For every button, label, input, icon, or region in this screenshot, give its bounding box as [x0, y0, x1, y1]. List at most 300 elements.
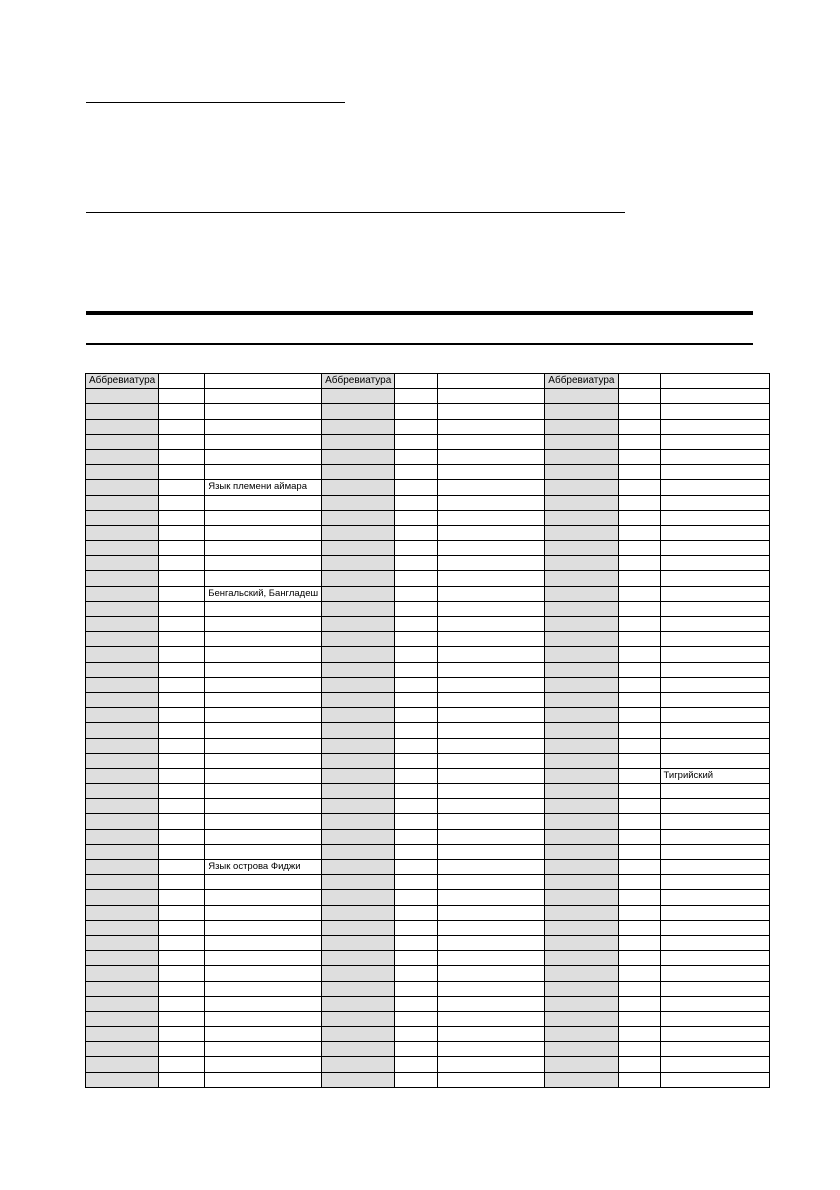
abbreviation-cell: [545, 632, 618, 647]
table-row: [86, 692, 770, 707]
table-row: [86, 966, 770, 981]
code-cell: [395, 434, 438, 449]
code-cell: [159, 541, 205, 556]
code-cell: [159, 814, 205, 829]
language-cell: [205, 541, 322, 556]
language-cell: [660, 890, 769, 905]
language-cell: [205, 1057, 322, 1072]
language-cell: [660, 1011, 769, 1026]
abbreviation-cell: [322, 419, 395, 434]
table-row: [86, 495, 770, 510]
code-cell: [159, 677, 205, 692]
abbreviation-cell: [545, 784, 618, 799]
code-cell: [159, 1027, 205, 1042]
table-row: [86, 708, 770, 723]
language-cell: [438, 935, 545, 950]
code-cell: [159, 935, 205, 950]
code-cell: [395, 586, 438, 601]
language-cell: [660, 510, 769, 525]
abbreviation-cell: [322, 875, 395, 890]
language-cell: [660, 981, 769, 996]
abbreviation-cell: [322, 495, 395, 510]
language-cell: [660, 920, 769, 935]
language-cell: [438, 996, 545, 1011]
abbreviation-cell: [322, 844, 395, 859]
code-cell: [159, 860, 205, 875]
header-abbreviation: Аббревиатура: [322, 374, 395, 389]
abbreviation-cell: [322, 525, 395, 540]
language-cell: [438, 617, 545, 632]
abbreviation-cell: [322, 1042, 395, 1057]
table-row: [86, 768, 770, 783]
table-row: [86, 419, 770, 434]
abbreviation-cell: [545, 935, 618, 950]
abbreviation-cell: [545, 1057, 618, 1072]
abbreviation-cell: [86, 586, 159, 601]
language-cell: [438, 586, 545, 601]
abbreviation-cell: [545, 389, 618, 404]
code-cell: [395, 966, 438, 981]
abbreviation-cell: [322, 541, 395, 556]
code-cell: [395, 419, 438, 434]
table-row: [86, 1072, 770, 1087]
header-abbreviation: Аббревиатура: [545, 374, 618, 389]
abbreviation-cell: [322, 951, 395, 966]
language-cell: [660, 525, 769, 540]
abbreviation-cell: [322, 556, 395, 571]
language-cell: [660, 692, 769, 707]
code-cell: [395, 556, 438, 571]
code-cell: [395, 1057, 438, 1072]
language-cell: Бенгальский, Бангладеш: [205, 586, 322, 601]
abbreviation-cell: [545, 556, 618, 571]
code-cell: [159, 465, 205, 480]
language-cell: [205, 662, 322, 677]
code-cell: [159, 586, 205, 601]
abbreviation-cell: [86, 647, 159, 662]
language-cell: [660, 1057, 769, 1072]
abbreviation-cell: [86, 814, 159, 829]
abbreviation-cell: [322, 753, 395, 768]
abbreviation-cell: [545, 480, 618, 495]
language-cell: [660, 586, 769, 601]
code-cell: [395, 389, 438, 404]
abbreviation-cell: [322, 510, 395, 525]
language-cell: [438, 844, 545, 859]
abbreviation-cell: [86, 617, 159, 632]
language-cell: [660, 799, 769, 814]
table-row: [86, 556, 770, 571]
abbreviation-cell: [545, 419, 618, 434]
code-cell: [618, 601, 660, 616]
language-cell: [205, 784, 322, 799]
code-cell: [395, 829, 438, 844]
code-cell: [618, 571, 660, 586]
code-cell: [395, 996, 438, 1011]
abbreviation-cell: [545, 1027, 618, 1042]
abbreviation-cell: [545, 829, 618, 844]
code-cell: [618, 662, 660, 677]
table-row: [86, 586, 770, 601]
language-cell: [205, 525, 322, 540]
language-cell: [438, 951, 545, 966]
table-row: [86, 890, 770, 905]
language-cell: [438, 1057, 545, 1072]
table-row: [86, 738, 770, 753]
abbreviation-cell: [86, 480, 159, 495]
language-cell: [660, 677, 769, 692]
table-row: [86, 723, 770, 738]
table-row: [86, 647, 770, 662]
language-cell: [205, 389, 322, 404]
language-cell: [205, 404, 322, 419]
header-cell: [660, 374, 769, 389]
abbreviation-cell: [86, 662, 159, 677]
code-cell: [618, 723, 660, 738]
abbreviation-cell: [322, 586, 395, 601]
abbreviation-cell: [545, 601, 618, 616]
code-cell: [159, 662, 205, 677]
abbreviation-cell: [86, 951, 159, 966]
abbreviation-cell: [322, 1011, 395, 1026]
code-cell: [395, 844, 438, 859]
language-cell: [438, 890, 545, 905]
abbreviation-cell: [322, 860, 395, 875]
table-row: [86, 1042, 770, 1057]
abbreviation-cell: [545, 647, 618, 662]
language-cell: [660, 966, 769, 981]
language-cell: [438, 434, 545, 449]
code-cell: [618, 1011, 660, 1026]
table-row: [86, 1011, 770, 1026]
language-cell: [438, 708, 545, 723]
language-cell: [205, 692, 322, 707]
code-cell: [618, 905, 660, 920]
code-cell: [395, 860, 438, 875]
language-cell: [205, 708, 322, 723]
abbreviation-cell: [545, 723, 618, 738]
table-row: [86, 571, 770, 586]
code-cell: [395, 647, 438, 662]
abbreviation-cell: [545, 996, 618, 1011]
language-cell: [205, 768, 322, 783]
abbreviation-cell: [86, 935, 159, 950]
section-rule-thick: [86, 311, 753, 315]
code-cell: [618, 799, 660, 814]
language-cell: [205, 677, 322, 692]
code-cell: [395, 692, 438, 707]
language-cell: [660, 647, 769, 662]
code-cell: [159, 434, 205, 449]
code-cell: [159, 404, 205, 419]
abbreviation-cell: [86, 434, 159, 449]
language-cell: [438, 449, 545, 464]
abbreviation-cell: [322, 465, 395, 480]
code-cell: [618, 465, 660, 480]
table-row: [86, 829, 770, 844]
code-cell: [159, 829, 205, 844]
abbreviation-cell: [545, 708, 618, 723]
abbreviation-cell: [545, 1011, 618, 1026]
language-cell: [438, 510, 545, 525]
language-cell: [660, 404, 769, 419]
table-row: [86, 844, 770, 859]
language-cell: [660, 996, 769, 1011]
code-cell: [159, 480, 205, 495]
code-cell: [159, 571, 205, 586]
table-row: [86, 510, 770, 525]
code-cell: [618, 1042, 660, 1057]
code-cell: [395, 1027, 438, 1042]
abbreviation-cell: [545, 966, 618, 981]
abbreviation-cell: [322, 905, 395, 920]
language-cell: [438, 814, 545, 829]
language-cell: [438, 799, 545, 814]
abbreviation-cell: [322, 768, 395, 783]
code-cell: [395, 541, 438, 556]
code-cell: [618, 525, 660, 540]
code-cell: [618, 632, 660, 647]
code-cell: [618, 829, 660, 844]
abbreviation-cell: [545, 844, 618, 859]
code-cell: [618, 541, 660, 556]
language-cell: [660, 753, 769, 768]
table-row: [86, 389, 770, 404]
language-cell: Язык племени аймара: [205, 480, 322, 495]
abbreviation-cell: [322, 738, 395, 753]
language-cell: [205, 465, 322, 480]
code-cell: [618, 1072, 660, 1087]
abbreviation-cell: [545, 738, 618, 753]
language-cell: [660, 708, 769, 723]
abbreviation-cell: [86, 1011, 159, 1026]
code-cell: [618, 844, 660, 859]
language-cell: [438, 1027, 545, 1042]
header-cell: [205, 374, 322, 389]
abbreviation-cell: [322, 890, 395, 905]
table-row: [86, 662, 770, 677]
language-cell: [438, 480, 545, 495]
code-cell: [618, 753, 660, 768]
code-cell: [395, 723, 438, 738]
abbreviation-cell: [86, 920, 159, 935]
language-cell: [205, 495, 322, 510]
table-row: [86, 465, 770, 480]
code-cell: [159, 981, 205, 996]
code-cell: [618, 617, 660, 632]
language-cell: [438, 525, 545, 540]
code-cell: [159, 617, 205, 632]
abbreviation-cell: [322, 434, 395, 449]
abbreviation-cell: [86, 1057, 159, 1072]
abbreviation-cell: [545, 465, 618, 480]
language-cell: [205, 905, 322, 920]
language-cell: [660, 829, 769, 844]
language-cell: [438, 784, 545, 799]
language-code-table: [85, 373, 770, 1088]
code-cell: [395, 905, 438, 920]
abbreviation-cell: [86, 571, 159, 586]
table-row: [86, 814, 770, 829]
language-cell: [438, 723, 545, 738]
code-cell: [159, 1042, 205, 1057]
table-row: [86, 541, 770, 556]
abbreviation-cell: [545, 692, 618, 707]
language-cell: [205, 1042, 322, 1057]
language-cell: [205, 829, 322, 844]
language-cell: [205, 449, 322, 464]
code-cell: [159, 525, 205, 540]
code-cell: [159, 738, 205, 753]
abbreviation-cell: [86, 753, 159, 768]
language-cell: [660, 1027, 769, 1042]
language-cell: [205, 617, 322, 632]
code-cell: [395, 601, 438, 616]
abbreviation-cell: [322, 662, 395, 677]
abbreviation-cell: [86, 541, 159, 556]
abbreviation-cell: [322, 935, 395, 950]
code-cell: [618, 860, 660, 875]
abbreviation-cell: [545, 662, 618, 677]
code-cell: [618, 814, 660, 829]
abbreviation-cell: [545, 860, 618, 875]
language-cell: [660, 480, 769, 495]
code-cell: [618, 981, 660, 996]
abbreviation-cell: [86, 404, 159, 419]
code-cell: [395, 738, 438, 753]
language-cell: [205, 753, 322, 768]
code-cell: [159, 647, 205, 662]
language-cell: [205, 920, 322, 935]
abbreviation-cell: [545, 875, 618, 890]
language-cell: [438, 601, 545, 616]
language-cell: [205, 419, 322, 434]
language-cell: [660, 951, 769, 966]
code-cell: [618, 875, 660, 890]
abbreviation-cell: [322, 601, 395, 616]
language-cell: [660, 419, 769, 434]
language-cell: [660, 434, 769, 449]
code-cell: [618, 768, 660, 783]
language-cell: [438, 905, 545, 920]
table-row: [86, 1027, 770, 1042]
abbreviation-cell: [545, 905, 618, 920]
abbreviation-cell: [86, 981, 159, 996]
language-cell: [438, 647, 545, 662]
language-cell: [438, 1042, 545, 1057]
code-cell: [395, 799, 438, 814]
code-cell: [395, 753, 438, 768]
abbreviation-cell: [545, 495, 618, 510]
abbreviation-cell: [322, 829, 395, 844]
abbreviation-cell: [545, 449, 618, 464]
abbreviation-cell: [545, 510, 618, 525]
language-cell: [438, 981, 545, 996]
language-cell: [660, 617, 769, 632]
code-cell: [159, 951, 205, 966]
code-cell: [159, 1072, 205, 1087]
abbreviation-cell: [322, 632, 395, 647]
table-row: [86, 677, 770, 692]
code-cell: [395, 1042, 438, 1057]
language-cell: [438, 860, 545, 875]
language-cell: [205, 981, 322, 996]
language-cell: [438, 556, 545, 571]
code-cell: [159, 753, 205, 768]
language-cell: [205, 1072, 322, 1087]
code-cell: [159, 799, 205, 814]
code-cell: [159, 632, 205, 647]
code-cell: [159, 723, 205, 738]
underline-2: [86, 212, 625, 213]
header-cell: [395, 374, 438, 389]
abbreviation-cell: [545, 617, 618, 632]
code-cell: [159, 996, 205, 1011]
table-row: [86, 753, 770, 768]
abbreviation-cell: [86, 723, 159, 738]
code-cell: [395, 951, 438, 966]
table-row: [86, 996, 770, 1011]
abbreviation-cell: [86, 525, 159, 540]
table-row: [86, 905, 770, 920]
abbreviation-cell: [322, 677, 395, 692]
code-cell: [159, 844, 205, 859]
abbreviation-cell: [322, 647, 395, 662]
language-cell: [205, 935, 322, 950]
code-cell: [618, 556, 660, 571]
code-cell: [618, 404, 660, 419]
abbreviation-cell: [322, 799, 395, 814]
abbreviation-cell: [86, 677, 159, 692]
abbreviation-cell: [86, 1042, 159, 1057]
table-row: [86, 632, 770, 647]
language-cell: [438, 875, 545, 890]
language-cell: [660, 935, 769, 950]
language-cell: [660, 784, 769, 799]
abbreviation-cell: [86, 966, 159, 981]
abbreviation-cell: [322, 404, 395, 419]
code-cell: [618, 419, 660, 434]
code-cell: [159, 920, 205, 935]
abbreviation-cell: [86, 510, 159, 525]
abbreviation-cell: [86, 692, 159, 707]
code-cell: [395, 981, 438, 996]
table-row: [86, 981, 770, 996]
code-cell: [618, 966, 660, 981]
language-cell: [205, 890, 322, 905]
language-cell: [660, 449, 769, 464]
abbreviation-cell: [86, 1027, 159, 1042]
language-cell: [438, 419, 545, 434]
table-row: [86, 434, 770, 449]
code-cell: [159, 905, 205, 920]
language-cell: [205, 814, 322, 829]
abbreviation-cell: [86, 860, 159, 875]
section-rule-thin: [86, 343, 753, 345]
abbreviation-cell: [545, 525, 618, 540]
language-cell: [660, 495, 769, 510]
code-cell: [159, 556, 205, 571]
language-cell: [205, 601, 322, 616]
code-cell: [395, 617, 438, 632]
language-cell: [438, 920, 545, 935]
language-cell: [438, 389, 545, 404]
language-cell: [438, 541, 545, 556]
abbreviation-cell: [322, 708, 395, 723]
abbreviation-cell: [86, 784, 159, 799]
language-cell: [205, 875, 322, 890]
table-row: [86, 404, 770, 419]
